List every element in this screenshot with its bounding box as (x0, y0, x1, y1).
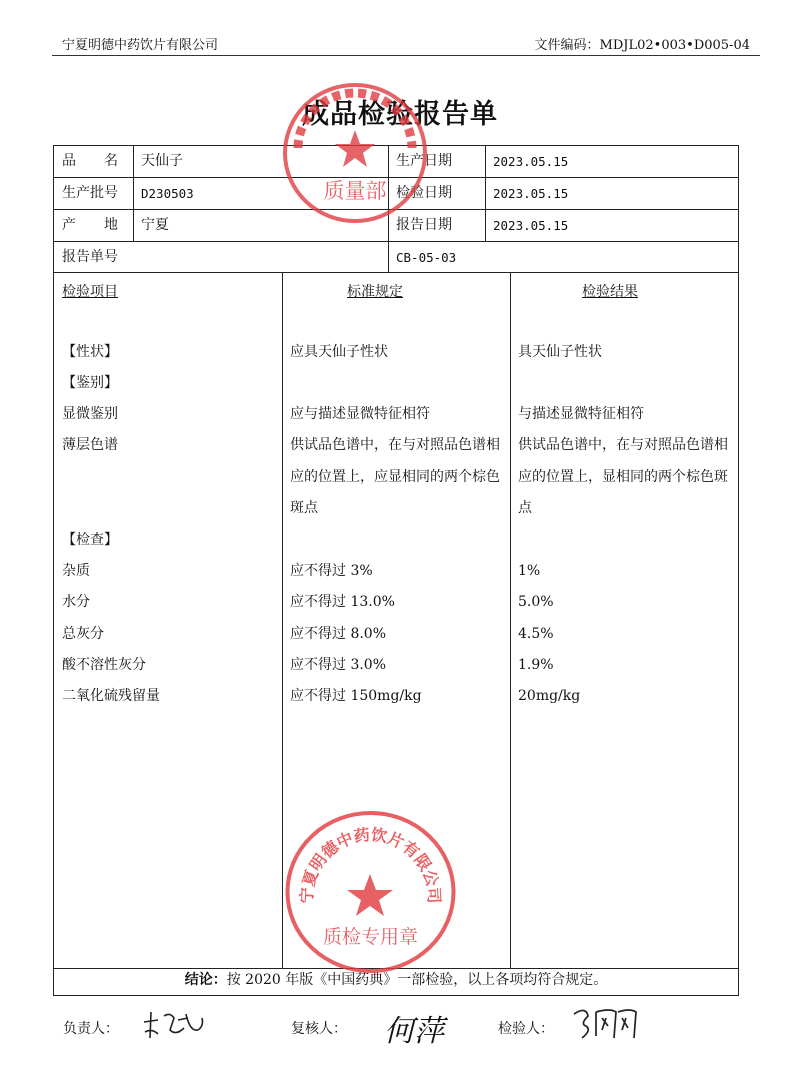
standard-impurity: 应不得过 3% (290, 563, 373, 579)
svg-text:质量部: 质量部 (323, 179, 387, 203)
report-table (53, 145, 739, 996)
item-inspection: 【检查】 (62, 532, 118, 548)
col-head-standard: 标准规定 (347, 284, 403, 300)
conclusion (54, 969, 738, 989)
standard-total-ash: 应不得过 8.0% (290, 626, 387, 642)
col-head-item: 检验项目 (62, 284, 118, 300)
product-value: 天仙子 (141, 153, 183, 169)
conclusion-text: 按 2020 年版《中国药典》一部检验，以上各项均符合规定。 (226, 972, 608, 988)
standard-microscopic: 应与描述显微特征相符 (290, 406, 430, 422)
row-divider (54, 241, 738, 242)
item-appearance: 【性状】 (62, 344, 118, 360)
batch-label: 生产批号 (62, 185, 118, 201)
test-date-label: 检验日期 (396, 185, 452, 201)
col-divider (485, 146, 486, 241)
result-total-ash: 4.5% (518, 626, 554, 642)
standard-tlc-line2: 应的位置上，应显相同的两个棕色 (290, 469, 500, 485)
standard-tlc-line3: 斑点 (290, 500, 318, 516)
result-so2: 20mg/kg (518, 688, 581, 704)
col-divider (510, 272, 511, 968)
reviewer-signature: 何萍 (384, 1014, 444, 1049)
col-divider (133, 146, 134, 241)
result-appearance: 具天仙子性状 (518, 344, 602, 360)
report-date-value: 2023.05.15 (493, 218, 569, 233)
result-microscopic: 与描述显微特征相符 (518, 406, 644, 422)
reviewer-label: 复核人： (291, 1021, 347, 1037)
header-divider (52, 55, 760, 56)
item-identification: 【鉴别】 (62, 375, 118, 391)
origin-value: 宁夏 (141, 217, 169, 233)
standard-moisture: 应不得过 13.0% (290, 594, 395, 610)
svg-text:宁夏明德中药饮片有限公司: 宁夏明德中药饮片有限公司 (297, 824, 444, 904)
item-microscopic: 显微鉴别 (62, 406, 118, 422)
page-title: 成品检验报告单 (302, 99, 498, 130)
test-date-value: 2023.05.15 (493, 186, 569, 201)
item-moisture: 水分 (62, 594, 90, 610)
standard-acid-ash: 应不得过 3.0% (290, 657, 387, 673)
item-tlc: 薄层色谱 (62, 437, 118, 453)
result-impurity: 1% (518, 563, 541, 579)
origin-label: 产 地 (62, 217, 118, 233)
standard-so2: 应不得过 150mg/kg (290, 688, 422, 704)
responsible-signature (140, 1008, 210, 1042)
row-divider (54, 209, 738, 210)
document-code: 文件编码：MDJL02•003•D005-04 (534, 38, 750, 53)
report-date-label: 报告日期 (396, 217, 452, 233)
item-so2: 二氧化硫残留量 (62, 688, 160, 704)
responsible-label: 负责人： (63, 1021, 119, 1037)
standard-appearance: 应具天仙子性状 (290, 344, 388, 360)
batch-value: D230503 (141, 186, 194, 201)
inspector-signature (570, 1004, 646, 1044)
result-tlc-line1: 供试品色谱中，在与对照品色谱相 (518, 437, 728, 453)
production-date-value: 2023.05.15 (493, 154, 569, 169)
company-name: 宁夏明德中药饮片有限公司 (62, 38, 219, 53)
conclusion-label: 结论： (184, 972, 227, 988)
report-no-value: CB-05-03 (396, 250, 457, 265)
result-moisture: 5.0% (518, 594, 554, 610)
col-divider (388, 146, 389, 272)
result-tlc-line2: 应的位置上，显相同的两个棕色斑 (518, 469, 728, 485)
item-acid-ash: 酸不溶性灰分 (62, 657, 146, 673)
inspector-label: 检验人： (498, 1021, 554, 1037)
result-acid-ash: 1.9% (518, 657, 554, 673)
svg-text:质检专用章: 质检专用章 (322, 926, 419, 948)
report-no-label: 报告单号 (62, 249, 118, 265)
col-divider (282, 272, 283, 968)
standard-tlc-line1: 供试品色谱中，在与对照品色谱相 (290, 437, 500, 453)
production-date-label: 生产日期 (396, 153, 452, 169)
item-total-ash: 总灰分 (62, 626, 104, 642)
col-head-result: 检验结果 (582, 284, 638, 300)
product-label: 品 名 (62, 153, 118, 169)
item-impurity: 杂质 (62, 563, 90, 579)
result-tlc-line3: 点 (518, 500, 532, 516)
row-divider (54, 272, 738, 273)
row-divider (54, 177, 738, 178)
